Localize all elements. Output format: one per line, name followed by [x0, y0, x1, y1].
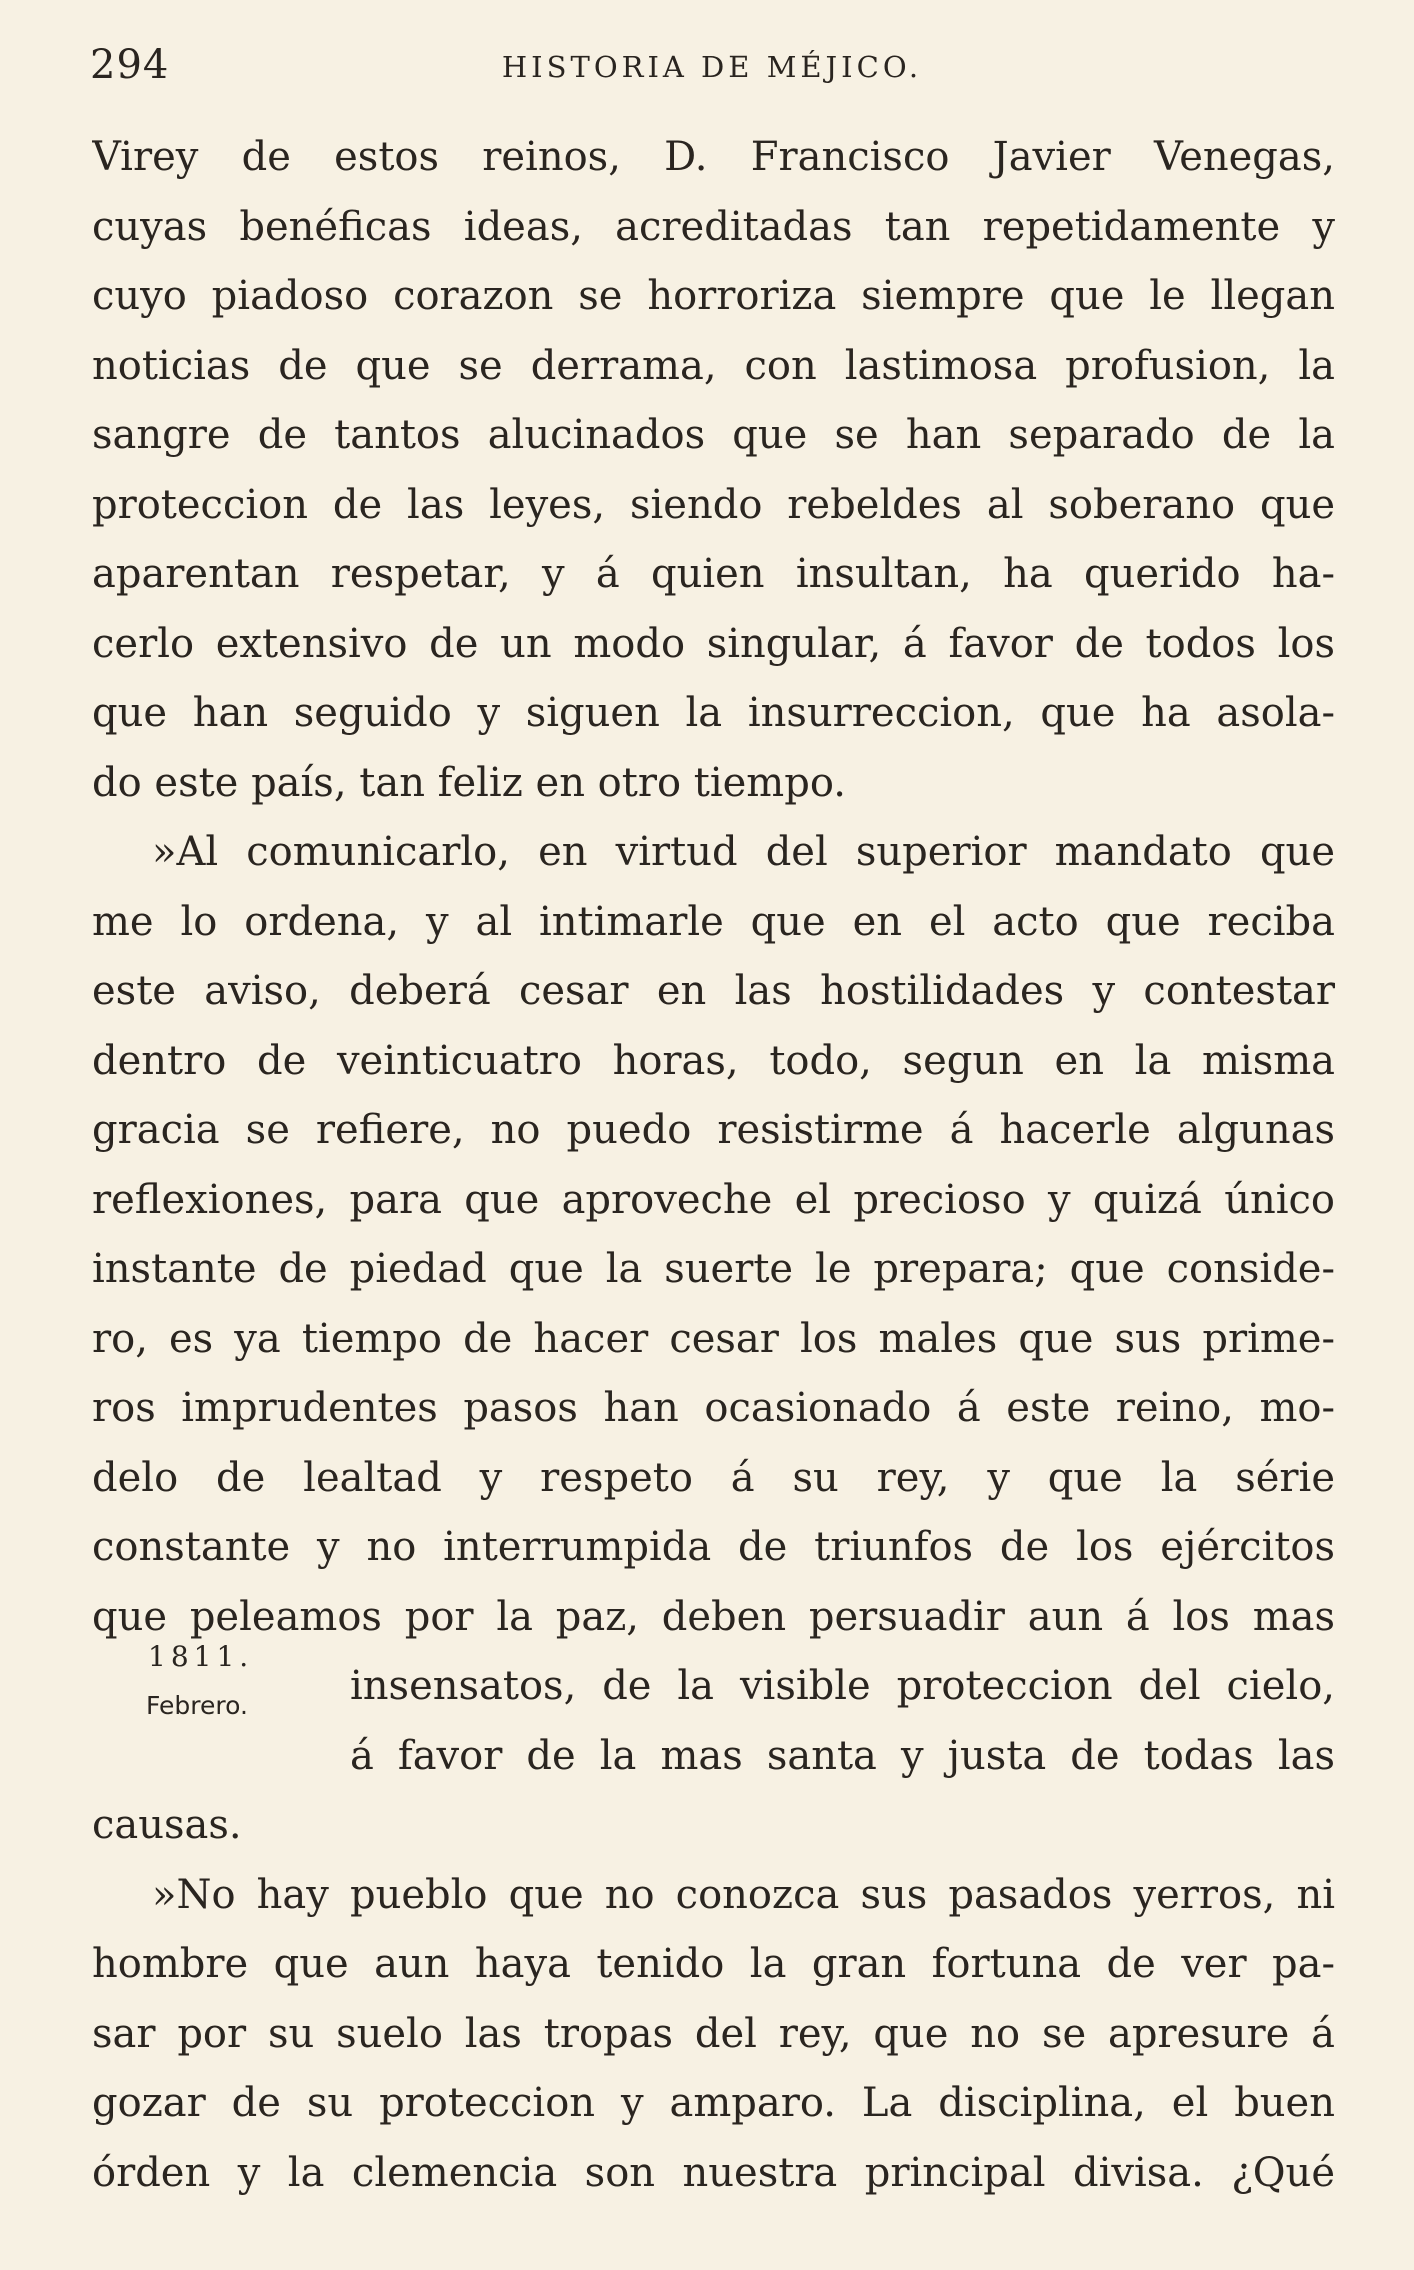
text-line: sar por su suelo las tropas del rey, que no se apresure á	[92, 2010, 1335, 2057]
text-line: aparentan respetar, y á quien insultan, ha querido ha-	[92, 551, 1335, 597]
text-line: insensatos, de la visible proteccion del cielo,	[350, 1663, 1335, 1709]
running-title: HISTORIA DE MÉJICO.	[501, 50, 923, 84]
margin-month: Febrero.	[146, 1691, 248, 1720]
text-line: proteccion de las leyes, siendo rebeldes al soberano que	[92, 481, 1335, 528]
text-line: que han seguido y siguen la insurreccion, que ha asola-	[92, 690, 1335, 736]
text-line: constante y no interrumpida de triunfos de los ejércitos	[92, 1524, 1335, 1570]
text-line: ros imprudentes pasos han ocasionado á este reino, mo-	[92, 1385, 1335, 1431]
text-line: delo de lealtad y respeto á su rey, y que la série	[92, 1454, 1335, 1501]
text-line: cuyas benéficas ideas, acreditadas tan repetidamente y	[92, 203, 1335, 250]
text-line: »Al comunicarlo, en virtud del superior mandato que	[152, 829, 1335, 875]
text-line: instante de piedad que la suerte le prepara; que conside-	[92, 1246, 1335, 1292]
text-line: dentro de veinticuatro horas, todo, segun en la misma	[92, 1037, 1335, 1084]
text-line: gozar de su proteccion y amparo. La disciplina, el buen	[92, 2080, 1335, 2126]
text-line: »No hay pueblo que no conozca sus pasados yerros, ni	[152, 1871, 1335, 1918]
text-line: Virey de estos reinos, D. Francisco Javier Venegas,	[92, 134, 1335, 180]
text-line: órden y la clemencia son nuestra principal divisa. ¿Qué	[92, 2149, 1335, 2196]
page-number: 294	[90, 42, 170, 88]
text-line: á favor de la mas santa y justa de todas las	[350, 1732, 1335, 1779]
text-line: hombre que aun haya tenido la gran fortuna de ver pa-	[92, 1941, 1335, 1987]
text-line: causas.	[92, 1802, 242, 1848]
text-line: cuyo piadoso corazon se horroriza siempre que le llegan	[92, 273, 1335, 319]
text-line: noticias de que se derrama, con lastimosa profusion, la	[92, 342, 1335, 389]
text-line: sangre de tantos alucinados que se han separado de la	[92, 412, 1335, 458]
body-text	[92, 123, 1335, 2208]
text-line: me lo ordena, y al intimarle que en el acto que reciba	[92, 898, 1335, 945]
text-line: ro, es ya tiempo de hacer cesar los males que sus prime-	[92, 1315, 1335, 1362]
text-line: do este país, tan feliz en otro tiempo.	[92, 759, 846, 806]
text-line: cerlo extensivo de un modo singular, á favor de todos los	[92, 620, 1335, 667]
page-header	[90, 42, 1334, 102]
text-line: que peleamos por la paz, deben persuadir aun á los mas	[92, 1593, 1335, 1640]
margin-year: 1811.	[148, 1640, 254, 1673]
text-line: gracia se refiere, no puedo resistirme á hacerle algunas	[92, 1107, 1335, 1153]
text-line: este aviso, deberá cesar en las hostilidades y contestar	[92, 968, 1335, 1014]
text-line: reflexiones, para que aproveche el precioso y quizá único	[92, 1176, 1335, 1223]
